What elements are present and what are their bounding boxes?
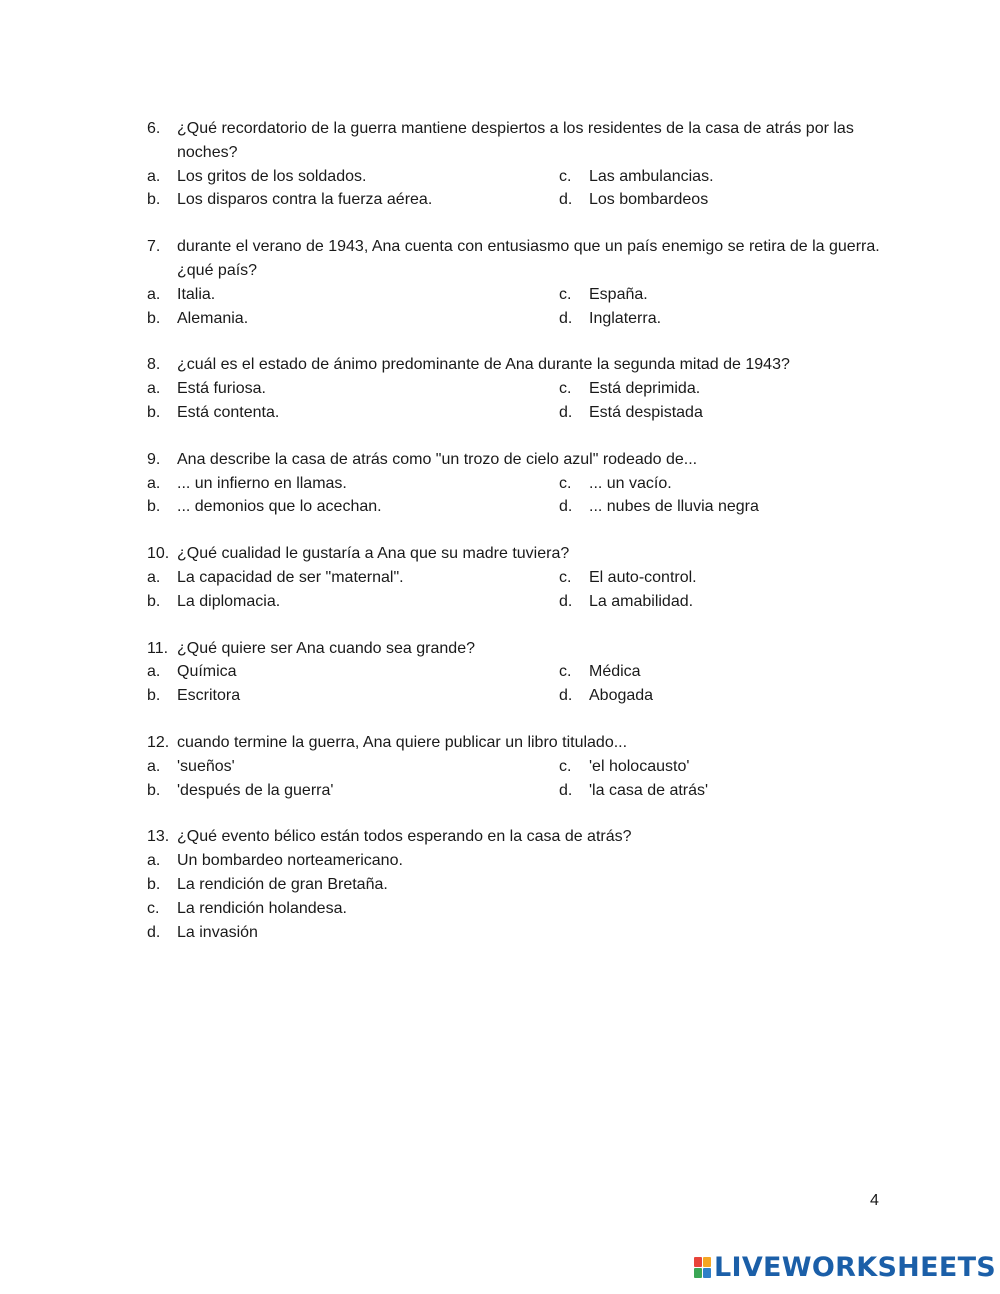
answer-options <box>147 849 887 944</box>
question-text: ¿Qué recordatorio de la guerra mantiene despiertos a los residentes de la casa de atrás por las noches? <box>177 120 854 161</box>
answer-option-d <box>559 188 887 212</box>
answer-option-b <box>147 495 559 519</box>
option-text: Está despistada <box>589 403 703 421</box>
option-text: Escritora <box>177 687 241 705</box>
question-text: cuando termine la guerra, Ana quiere publicar un libro titulado... <box>177 733 628 751</box>
option-text: Está contenta. <box>177 403 280 421</box>
option-text: Está deprimida. <box>589 380 701 398</box>
option-text: Los bombardeos <box>589 191 709 209</box>
option-text: Abogada <box>589 687 654 705</box>
answer-option-d <box>559 401 887 425</box>
option-letter: c. <box>559 663 572 681</box>
option-letter: d. <box>559 687 573 705</box>
answer-option-b <box>147 188 559 212</box>
question-number: 10. <box>147 545 170 563</box>
option-letter: c. <box>559 167 572 185</box>
question-number: 9. <box>147 450 161 468</box>
answer-options <box>147 472 887 520</box>
option-letter: d. <box>559 498 573 516</box>
option-letter: c. <box>559 285 572 303</box>
option-letter: c. <box>559 380 572 398</box>
option-letter: d. <box>559 309 573 327</box>
option-text: Alemania. <box>177 309 249 327</box>
question-number: 8. <box>147 356 161 374</box>
answer-option-a <box>147 660 559 684</box>
option-text: ... demonios que lo acechan. <box>177 498 382 516</box>
answer-option-b <box>147 873 887 897</box>
option-letter: a. <box>147 474 161 492</box>
answer-options <box>147 660 887 708</box>
option-text: La invasión <box>177 923 258 941</box>
question-number: 11. <box>147 639 169 657</box>
answer-options <box>147 283 887 331</box>
question-number: 12. <box>147 733 170 751</box>
option-letter: b. <box>147 309 161 327</box>
logo-tile <box>703 1257 711 1267</box>
question-stem <box>147 637 887 661</box>
answer-option-a <box>147 283 559 307</box>
answer-option-c <box>559 165 887 189</box>
answer-options <box>147 566 887 614</box>
question-13 <box>147 825 887 944</box>
logo-tile <box>703 1268 711 1278</box>
question-text: durante el verano de 1943, Ana cuenta con entusiasmo que un país enemigo se retira de la guerra. ¿qué país? <box>177 238 880 279</box>
option-text: ... nubes de lluvia negra <box>589 498 759 516</box>
question-stem <box>147 731 887 755</box>
option-letter: b. <box>147 687 161 705</box>
answer-option-a <box>147 849 887 873</box>
option-letter: a. <box>147 285 161 303</box>
option-text: Está furiosa. <box>177 380 266 398</box>
question-text: ¿cuál es el estado de ánimo predominante de Ana durante la segunda mitad de 1943? <box>177 356 790 374</box>
page-number: 4 <box>870 1192 879 1209</box>
answer-option-b <box>147 779 559 803</box>
question-7 <box>147 235 887 330</box>
answer-option-c <box>559 755 887 779</box>
question-6 <box>147 117 887 212</box>
question-number: 7. <box>147 238 161 256</box>
answer-option-b <box>147 684 559 708</box>
brand-name: LIVEWORKSHEETS <box>714 1252 997 1283</box>
option-letter: d. <box>147 923 161 941</box>
question-text: ¿Qué evento bélico están todos esperando en la casa de atrás? <box>177 828 632 846</box>
question-11 <box>147 637 887 708</box>
answer-option-d <box>559 307 887 331</box>
option-letter: d. <box>559 592 573 610</box>
option-text: Italia. <box>177 285 216 303</box>
question-stem <box>147 353 887 377</box>
option-letter: b. <box>147 498 161 516</box>
answer-option-c <box>147 897 887 921</box>
answer-option-c <box>559 660 887 684</box>
question-text: ¿Qué cualidad le gustaría a Ana que su madre tuviera? <box>177 545 570 563</box>
option-letter: a. <box>147 852 161 870</box>
answer-option-a <box>147 165 559 189</box>
option-text: ... un vacío. <box>589 474 672 492</box>
option-letter: d. <box>559 781 573 799</box>
question-number: 13. <box>147 828 170 846</box>
option-text: Los gritos de los soldados. <box>177 167 367 185</box>
option-text: Un bombardeo norteamericano. <box>177 852 403 870</box>
option-letter: d. <box>559 403 573 421</box>
answer-option-a <box>147 755 559 779</box>
option-letter: b. <box>147 781 161 799</box>
option-letter: c. <box>559 474 572 492</box>
option-letter: d. <box>559 191 573 209</box>
liveworksheets-logo <box>694 1252 996 1283</box>
answer-option-c <box>559 566 887 590</box>
question-12 <box>147 731 887 802</box>
option-text: El auto-control. <box>589 568 697 586</box>
option-letter: c. <box>559 757 572 775</box>
live-logo-icon <box>694 1257 711 1278</box>
question-8 <box>147 353 887 424</box>
question-9 <box>147 448 887 519</box>
answer-option-d <box>559 684 887 708</box>
option-letter: a. <box>147 167 161 185</box>
option-text: 'la casa de atrás' <box>589 781 709 799</box>
option-text: La rendición holandesa. <box>177 899 347 917</box>
answer-option-d <box>559 495 887 519</box>
question-text: Ana describe la casa de atrás como "un trozo de cielo azul" rodeado de... <box>177 450 698 468</box>
question-stem <box>147 542 887 566</box>
option-text: 'después de la guerra' <box>177 781 334 799</box>
answer-option-a <box>147 472 559 496</box>
option-letter: c. <box>559 568 572 586</box>
answer-option-c <box>559 283 887 307</box>
option-letter: a. <box>147 380 161 398</box>
answer-option-b <box>147 401 559 425</box>
answer-option-a <box>147 566 559 590</box>
answer-option-d <box>559 779 887 803</box>
question-stem <box>147 825 887 849</box>
option-letter: a. <box>147 663 161 681</box>
option-letter: b. <box>147 875 161 893</box>
answer-option-b <box>147 590 559 614</box>
answer-option-a <box>147 377 559 401</box>
answer-option-d <box>559 590 887 614</box>
option-text: Química <box>177 663 237 681</box>
answer-option-b <box>147 307 559 331</box>
option-letter: b. <box>147 592 161 610</box>
option-text: Inglaterra. <box>589 309 662 327</box>
option-text: La rendición de gran Bretaña. <box>177 875 388 893</box>
option-letter: c. <box>147 899 160 917</box>
option-letter: a. <box>147 757 161 775</box>
question-number: 6. <box>147 120 161 137</box>
answer-option-d <box>147 921 887 945</box>
logo-tile <box>694 1257 702 1267</box>
question-stem <box>147 117 887 165</box>
option-text: 'el holocausto' <box>589 757 690 775</box>
answer-options <box>147 165 887 213</box>
option-text: La amabilidad. <box>589 592 694 610</box>
option-text: ... un infierno en llamas. <box>177 474 347 492</box>
answer-option-c <box>559 472 887 496</box>
logo-tile <box>694 1268 702 1278</box>
question-10 <box>147 542 887 613</box>
option-text: Los disparos contra la fuerza aérea. <box>177 191 433 209</box>
question-stem <box>147 448 887 472</box>
option-text: Médica <box>589 663 641 681</box>
option-text: 'sueños' <box>177 757 235 775</box>
question-stem <box>147 235 887 283</box>
question-text: ¿Qué quiere ser Ana cuando sea grande? <box>177 639 475 657</box>
questions-list <box>147 117 887 967</box>
option-letter: b. <box>147 191 161 209</box>
option-letter: b. <box>147 403 161 421</box>
answer-options <box>147 755 887 803</box>
answer-option-c <box>559 377 887 401</box>
option-text: La diplomacia. <box>177 592 281 610</box>
option-text: Las ambulancias. <box>589 167 714 185</box>
option-text: La capacidad de ser "maternal". <box>177 568 404 586</box>
answer-options <box>147 377 887 425</box>
option-text: España. <box>589 285 648 303</box>
option-letter: a. <box>147 568 161 586</box>
